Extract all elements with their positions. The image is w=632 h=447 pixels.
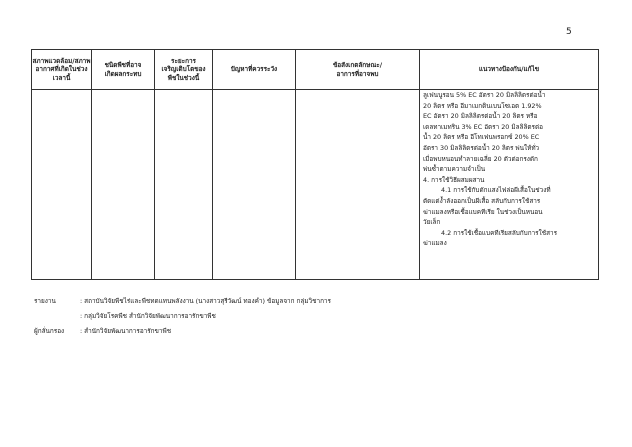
- cell-growth-stage: [155, 90, 213, 280]
- solution-line: วัยเล็ก: [423, 218, 441, 227]
- header-crop-type: ชนิดพืชที่อาจ เกิดผลกระทบ: [92, 50, 155, 90]
- solution-line: 4.2 การใช้เชื้อแบคทีเรียสลับกับการใช้สาร: [441, 228, 557, 237]
- report-source-2: : กลุ่มวิจัยโรคพืช สำนักวิจัยพัฒนาการอารักขาพืช: [80, 312, 216, 320]
- solution-line: ตัดแต่ง้ำลังออกเป็นผีเสื้อ สลับกับการใช้สาร: [423, 196, 541, 205]
- cell-problem: [213, 90, 296, 280]
- header-symptoms: ข้อสังเกตลักษณะ/ อาการที่อาจพบ: [296, 50, 420, 90]
- header-problem: ปัญหาที่ควรระวัง: [213, 50, 296, 90]
- solution-line: ฆ่าแมลงหรือเชื้อแบคทีเรีย ในช่วงเป็นหนอน: [423, 207, 543, 216]
- footer-report-continued: [34, 311, 216, 321]
- header-environment: สภาพแวดล้อม/สภาพ อากาศที่เกิดในช่วงเวลานี้: [32, 50, 92, 90]
- cell-symptoms: [296, 90, 420, 280]
- header-growth-stage: ระยะการ เจริญเติบโตของ พืชในช่วงนี้: [155, 50, 213, 90]
- reviewer-value: : สำนักวิจัยพัฒนาการอารักขาพืช: [80, 327, 172, 335]
- header-row: [32, 50, 599, 90]
- report-label: รายงาน: [34, 297, 56, 305]
- cell-solution: [420, 90, 599, 280]
- footer-reviewer: [34, 326, 171, 336]
- solution-line: 4. การใช้วิธีผสมผสาน: [423, 175, 485, 184]
- footer-report: [34, 296, 331, 306]
- cell-environment: [32, 90, 92, 280]
- table-row: [32, 90, 599, 280]
- reviewer-label: ผู้กลั่นกรอง: [34, 327, 65, 335]
- header-solution: แนวทางป้องกัน/แก้ไข: [420, 50, 599, 90]
- solution-line: 4.1 การใช้กับดักแสงไฟล่อผีเสื้อในช่วงที่: [441, 186, 551, 195]
- solution-line: เดลทาเมทริน 3% EC อัตรา 20 มิลลิลิตรต่อ: [423, 122, 543, 131]
- solution-line: เมื่อพบหนอนทำลายเฉลี่ย 20 ตัวต่อกรงดัก: [423, 154, 538, 163]
- solution-line: EC อัตรา 20 มิลลิลิตรต่อน้ำ 20 ลิตร หรือ: [423, 112, 538, 121]
- report-source: : สถาบันวิจัยพืชไร่และพืชทดแทนพลังงาน (นางสาวสุรีวัฒน์ ทองคำ) ข้อมูลจาก กลุ่มวิชาการ: [80, 297, 331, 305]
- solution-line: อัตรา 30 มิลลิลิตรต่อน้ำ 20 ลิตร พ่นให้ทั่ว: [423, 143, 540, 152]
- solution-line: น้ำ 20 ลิตร หรือ อีโทเฟนพรอกซ์ 20% EC: [423, 133, 540, 142]
- advisory-table: [31, 49, 599, 280]
- solution-line: ฆ่าแมลง: [423, 239, 447, 248]
- page-number: 5: [566, 27, 572, 37]
- cell-crop-type: [92, 90, 155, 280]
- solution-line: 20 ลิตร หรือ อีมาเมกตินเบนโซเอต 1.92%: [423, 101, 542, 110]
- solution-line: พ่นซ้ำตามความจำเป็น: [423, 165, 486, 174]
- solution-line: ลูเฟนนูรอน 5% EC อัตรา 20 มิลลิลิตรต่อน้ำ: [423, 91, 546, 99]
